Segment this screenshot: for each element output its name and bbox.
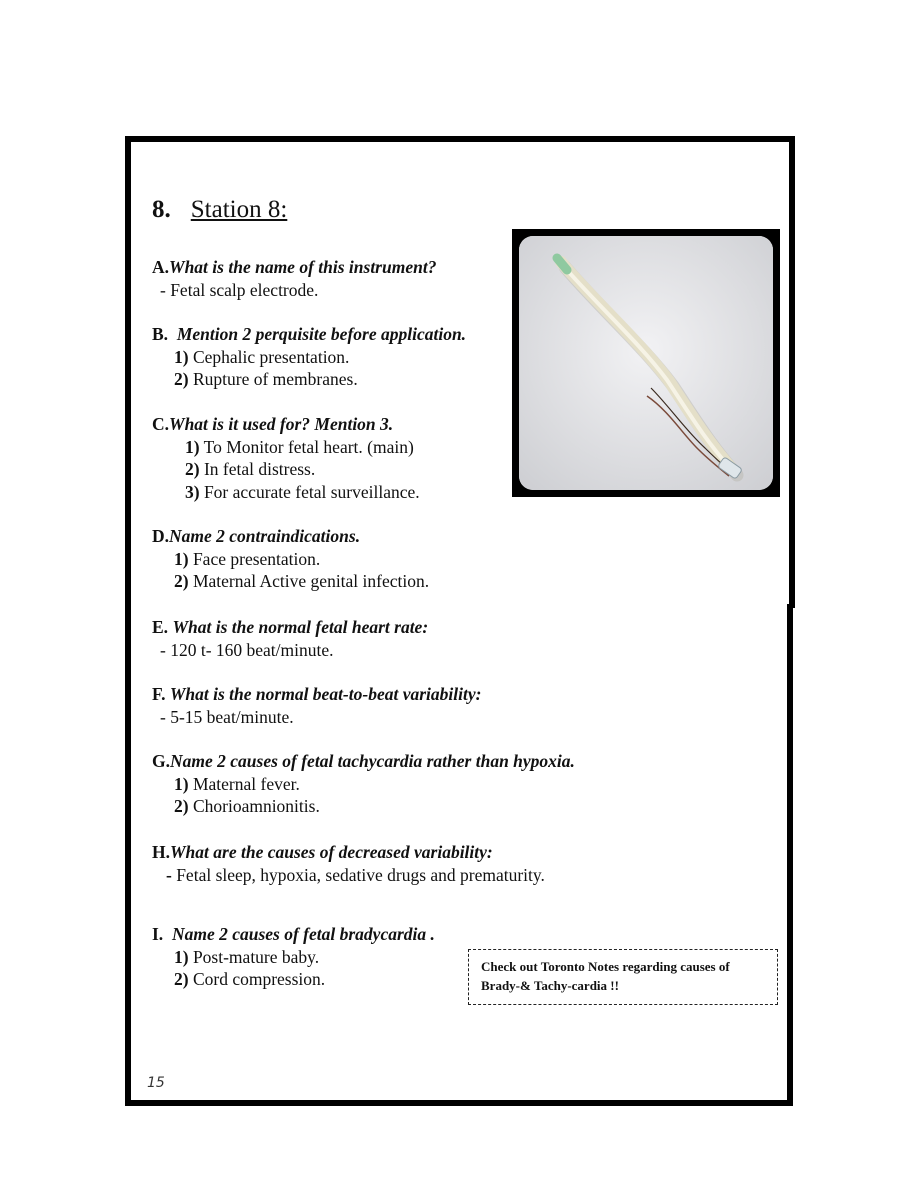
answer-line: 3) For accurate fetal surveillance. bbox=[185, 481, 420, 502]
instrument-photo bbox=[512, 229, 780, 497]
question-text: What is the normal fetal heart rate: bbox=[172, 617, 429, 637]
answer-line: 2) Chorioamnionitis. bbox=[174, 796, 320, 816]
answer-line: 2) Cord compression. bbox=[174, 969, 326, 989]
answer-line: 1) Face presentation. bbox=[174, 548, 321, 569]
photo-background bbox=[519, 236, 773, 490]
answer-line: 2) Rupture of membranes. bbox=[174, 369, 358, 389]
answer-line: 1) Maternal fever. bbox=[174, 773, 300, 794]
answer-line: 2) In fetal distress. bbox=[185, 459, 316, 479]
question-h bbox=[152, 841, 545, 886]
question-i bbox=[152, 923, 435, 991]
question-letter: A. bbox=[152, 257, 170, 277]
station-number: 8. bbox=[152, 196, 171, 223]
question-letter: D. bbox=[152, 526, 170, 546]
answer-line: 1) Post-mature baby. bbox=[174, 946, 320, 967]
station-heading bbox=[152, 196, 287, 224]
question-letter: H. bbox=[152, 842, 170, 862]
question-letter: C. bbox=[152, 414, 170, 434]
toronto-notes-tip bbox=[468, 949, 778, 1005]
question-letter: E. bbox=[152, 617, 169, 637]
fetal-scalp-electrode-image bbox=[519, 236, 773, 490]
question-c bbox=[152, 413, 420, 503]
answer-line: 2) Maternal Active genital infection. bbox=[174, 571, 430, 591]
question-letter: B. bbox=[152, 324, 169, 344]
answer-line: - Fetal scalp electrode. bbox=[160, 279, 319, 300]
page-number: 15 bbox=[147, 1075, 165, 1091]
answer-line: 1) Cephalic presentation. bbox=[174, 346, 350, 367]
note-line-1: Check out Toronto Notes regarding causes of bbox=[481, 959, 730, 974]
question-g bbox=[152, 750, 575, 818]
answer-line: 1) To Monitor fetal heart. (main) bbox=[185, 436, 414, 457]
question-text: Name 2 contraindications. bbox=[169, 526, 361, 546]
answer-line: - Fetal sleep, hypoxia, sedative drugs and prematurity. bbox=[166, 864, 545, 885]
question-text: What are the causes of decreased variability: bbox=[170, 842, 493, 862]
station-title: Station 8: bbox=[190, 196, 288, 223]
question-text: Name 2 causes of fetal tachycardia rather than hypoxia. bbox=[170, 751, 575, 771]
question-letter: G. bbox=[152, 751, 170, 771]
question-text: Mention 2 perquisite before application. bbox=[176, 324, 467, 344]
question-letter: I. bbox=[152, 924, 164, 944]
note-line-2: Brady-& Tachy-cardia !! bbox=[481, 978, 619, 993]
question-text: Name 2 causes of fetal bradycardia . bbox=[171, 924, 435, 944]
question-b bbox=[152, 323, 466, 391]
question-letter: F. bbox=[152, 684, 166, 704]
question-e bbox=[152, 616, 428, 661]
question-f bbox=[152, 683, 481, 728]
question-text: What is it used for? Mention 3. bbox=[169, 414, 394, 434]
question-a bbox=[152, 256, 436, 301]
question-text: What is the normal beat-to-beat variability: bbox=[169, 684, 482, 704]
answer-line: - 5-15 beat/minute. bbox=[160, 706, 294, 727]
answer-line: - 120 t- 160 beat/minute. bbox=[160, 639, 334, 660]
question-text: What is the name of this instrument? bbox=[169, 257, 437, 277]
question-d bbox=[152, 525, 429, 593]
